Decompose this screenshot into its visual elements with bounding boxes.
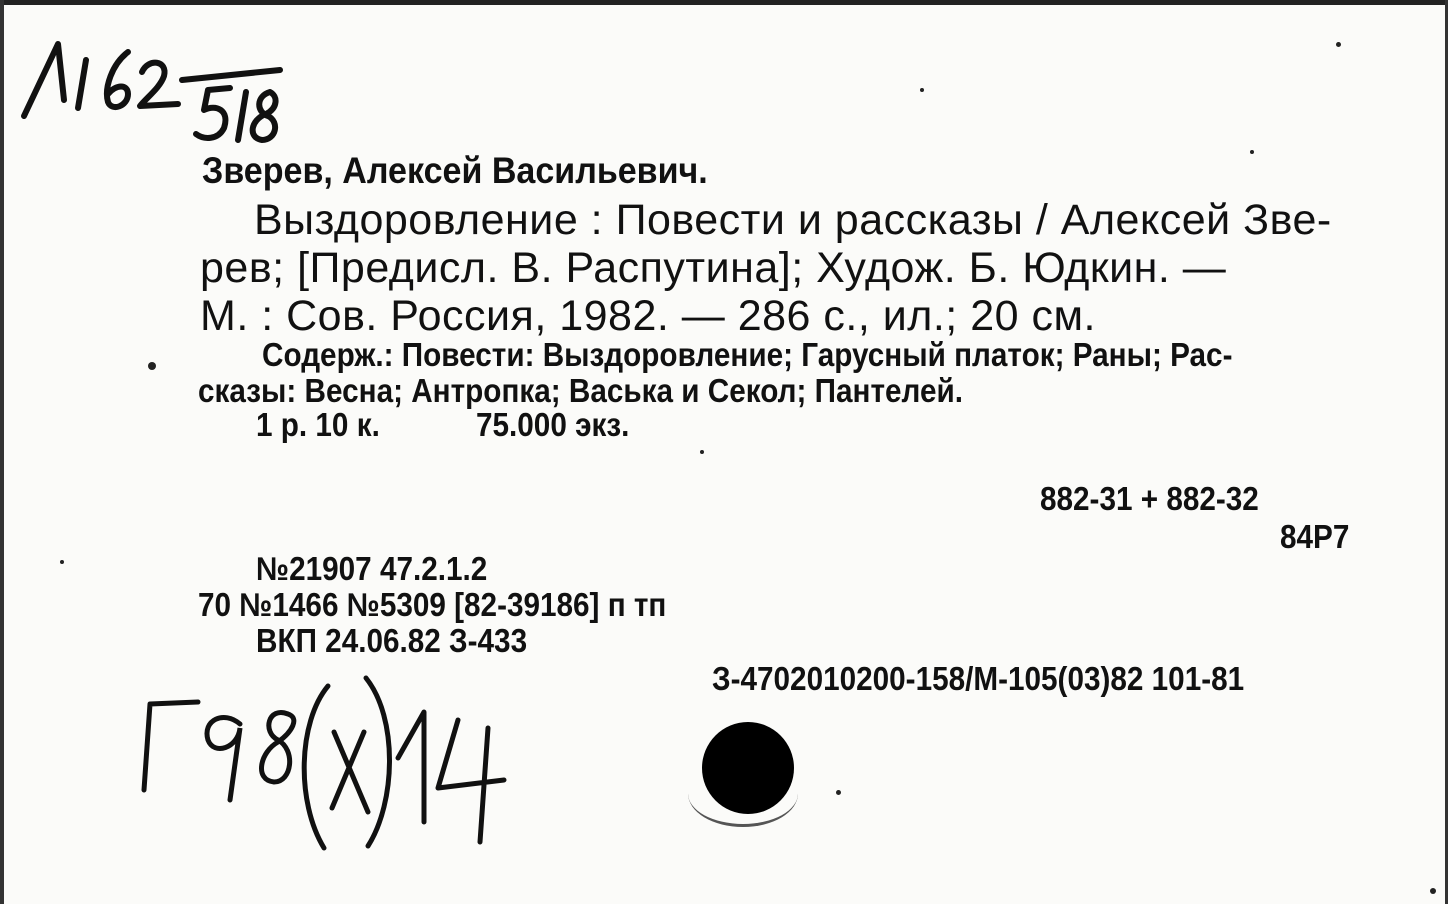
punch-hole bbox=[702, 722, 794, 814]
ink-speck bbox=[1250, 150, 1254, 154]
author-heading: Зверев, Алексей Васильевич. bbox=[202, 150, 708, 191]
udc-code: 882-31 + 882-32 bbox=[1040, 480, 1259, 517]
card-edge-top bbox=[0, 0, 1448, 5]
imprint-line-1: №21907 47.2.1.2 bbox=[256, 550, 488, 587]
imprint-line-3: ВКП 24.06.82 З-433 bbox=[256, 622, 528, 659]
imprint-line-2: 70 №1466 №5309 [82-39186] п тп bbox=[198, 586, 667, 623]
publication-line: М. : Сов. Россия, 1982. — 286 с., ил.; 20 см. bbox=[200, 292, 1096, 340]
contents-line-1: Содерж.: Повести: Выздоровление; Гарусный платок; Раны; Рас- bbox=[262, 336, 1233, 373]
title-line-2: рев; [Предисл. В. Распутина]; Худож. Б. Юдкин. — bbox=[200, 244, 1227, 292]
ink-speck bbox=[1336, 42, 1341, 47]
print-run: 75.000 экз. bbox=[476, 406, 630, 443]
bbk-code: 84Р7 bbox=[1280, 518, 1350, 555]
ink-speck bbox=[700, 450, 704, 454]
price: 1 р. 10 к. bbox=[256, 406, 380, 443]
ink-speck bbox=[1430, 888, 1436, 894]
ink-speck bbox=[60, 560, 64, 564]
card-edge-left bbox=[0, 0, 4, 904]
contents-line-2: сказы: Весна; Антропка; Васька и Секол; Пантелей. bbox=[198, 372, 964, 409]
handwritten-class-code bbox=[128, 662, 528, 867]
ink-speck bbox=[920, 88, 924, 92]
handwritten-shelf-mark bbox=[8, 18, 298, 163]
isbn-code: З-4702010200-158/М-105(03)82 101-81 bbox=[712, 660, 1245, 697]
ink-speck bbox=[148, 362, 156, 370]
title-line-1: Выздоровление : Повести и рассказы / Алексей Зве- bbox=[254, 196, 1332, 244]
ink-speck bbox=[836, 790, 841, 795]
